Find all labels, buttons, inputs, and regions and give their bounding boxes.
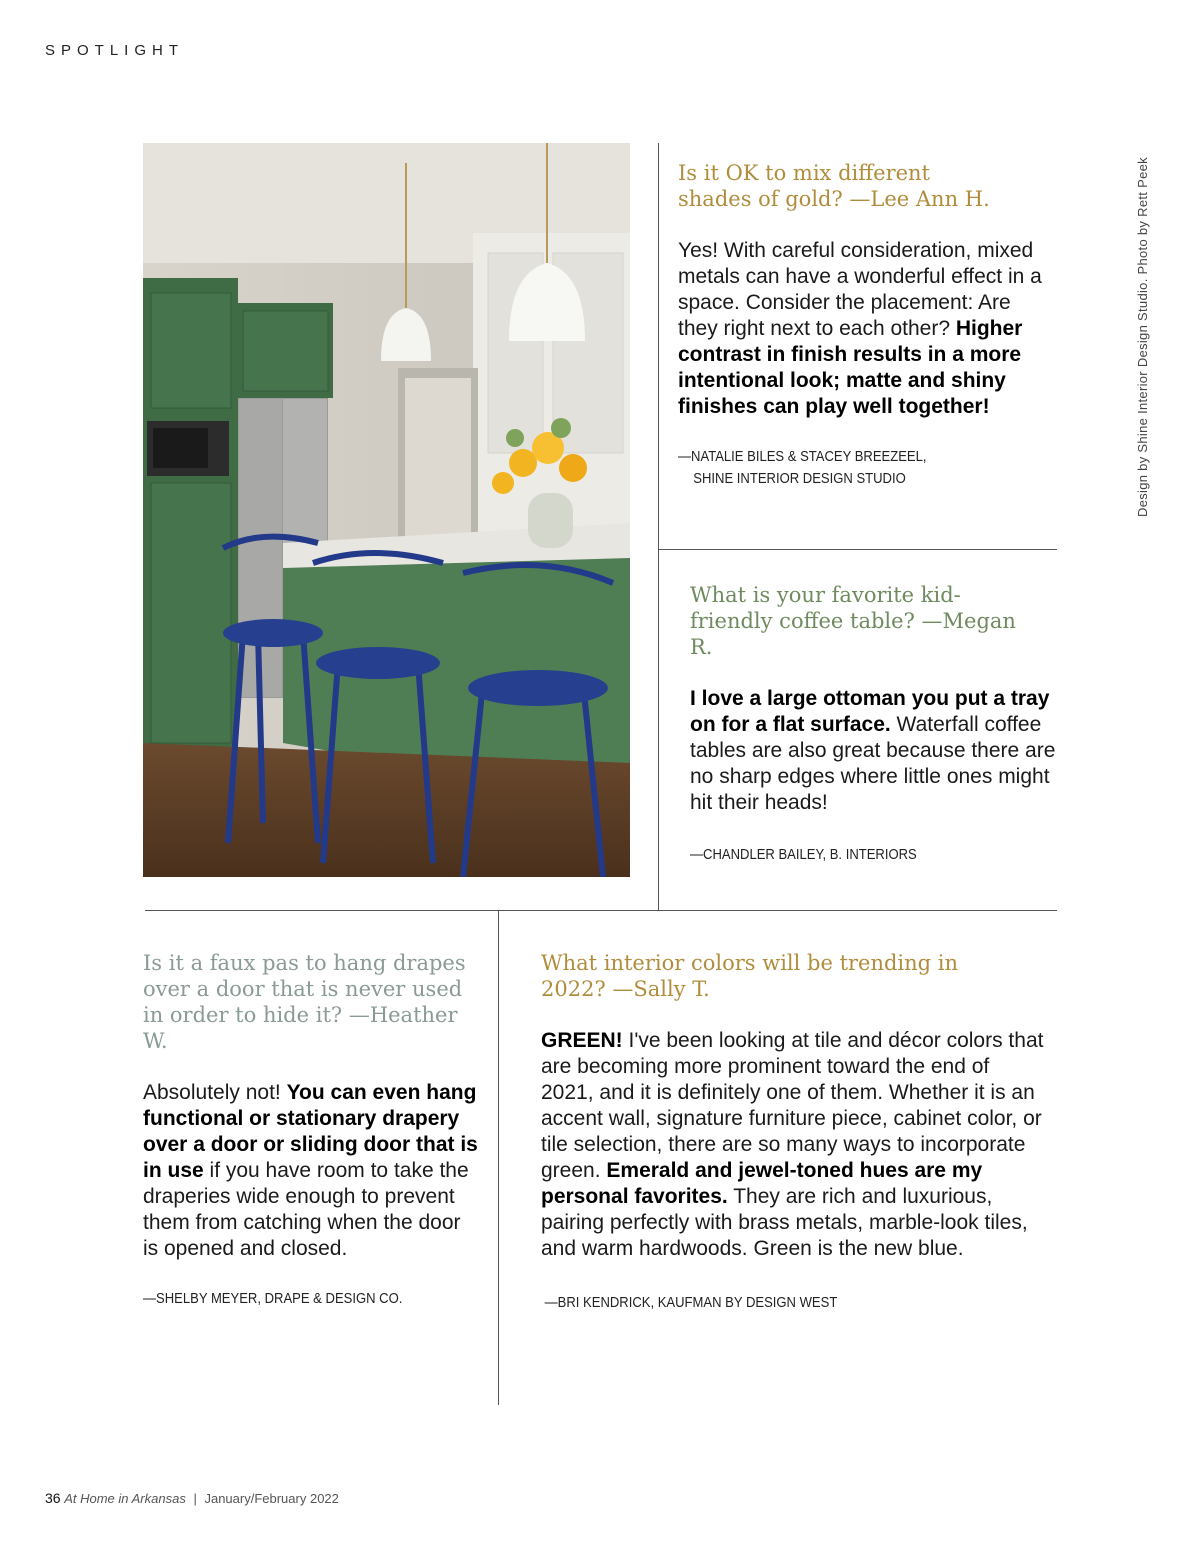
answer-text xyxy=(678,238,1048,420)
credit-line-2: SHINE INTERIOR DESIGN STUDIO xyxy=(693,471,906,487)
answer-plain: Yes! With careful consideration, mixed metals can have a wonderful effect in a space. Consider the placement: Are they right next to each other? xyxy=(678,239,1042,340)
footer-separator: | xyxy=(193,1491,197,1506)
answer-emphasis-2: Emerald and jewel-toned hues are my personal favorites. xyxy=(541,1159,983,1208)
question-heading: Is it OK to mix different shades of gold? —Lee Ann H. xyxy=(678,161,990,211)
page-number: 36 xyxy=(45,1490,61,1506)
question-heading: What interior colors will be trending in 2022? —Sally T. xyxy=(541,951,959,1001)
answer-credit: —CHANDLER BAILEY, B. INTERIORS xyxy=(690,847,917,863)
qa-block-coffee-table xyxy=(690,582,1062,866)
answer-plain-2: They are rich and luxurious, pairing perfectly with brass metals, marble-look tiles, and warm hardwoods. Green is the new blue. xyxy=(541,1185,1028,1260)
answer-credit xyxy=(678,446,1011,490)
kitchen-photo xyxy=(143,143,630,877)
section-label: SPOTLIGHT xyxy=(45,42,185,59)
answer-emphasis: I love a large ottoman you put a tray on for a flat surface. xyxy=(690,687,1050,736)
issue-date: January/February 2022 xyxy=(204,1491,339,1506)
credit-line-1: —NATALIE BILES & STACEY BREEZEEL, xyxy=(678,449,927,465)
page-footer xyxy=(45,1490,339,1506)
answer-emphasis: Higher contrast in finish results in a more intentional look; matte and shiny finishes can play well together! xyxy=(678,317,1023,418)
answer-text xyxy=(690,686,1062,816)
question-heading: What is your favorite kid-friendly coffee table? —Megan R. xyxy=(690,583,1016,659)
row-divider-main xyxy=(145,910,1057,911)
answer-credit: —BRI KENDRICK, KAUFMAN BY DESIGN WEST xyxy=(544,1295,838,1311)
qa-block-gold xyxy=(678,160,1048,490)
column-divider-bottom xyxy=(498,910,499,1405)
magazine-name: At Home in Arkansas xyxy=(64,1491,186,1506)
answer-emphasis: GREEN! xyxy=(541,1029,623,1052)
row-divider-right xyxy=(658,549,1057,550)
answer-plain-2: if you have room to take the draperies wide enough to prevent them from catching when the door is opened and closed. xyxy=(143,1159,469,1260)
qa-block-drapes xyxy=(143,950,478,1310)
qa-block-colors xyxy=(541,950,1061,1314)
question-heading: Is it a faux pas to hang drapes over a door that is never used in order to hide it? —Heather W. xyxy=(143,951,466,1053)
answer-credit: —SHELBY MEYER, DRAPE & DESIGN CO. xyxy=(143,1291,403,1307)
answer-text xyxy=(541,1028,1046,1262)
column-divider-top xyxy=(658,143,659,910)
answer-emphasis: You can even hang functional or stationary drapery over a door or sliding door that is in use xyxy=(143,1081,478,1182)
answer-plain: Waterfall coffee tables are also great because there are no sharp edges where little ones might hit their heads! xyxy=(690,713,1056,814)
answer-plain: I've been looking at tile and décor colors that are becoming more prominent toward the end of 2021, and it is definitely one of them. Whether it is an accent wall, signature furniture piece, cabinet color, or tile selection, there are so many ways to incorporate green. xyxy=(541,1029,1044,1182)
photo-credit: Design by Shine Interior Design Studio. Photo by Rett Peek xyxy=(1135,157,1150,517)
answer-plain: Absolutely not! xyxy=(143,1081,287,1104)
answer-text xyxy=(143,1080,478,1262)
